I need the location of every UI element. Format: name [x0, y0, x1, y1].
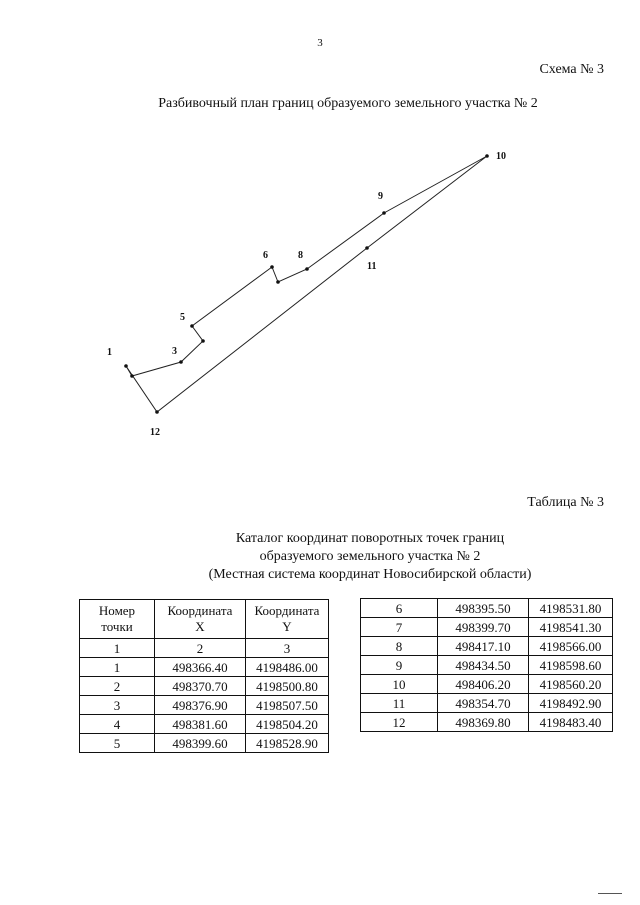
- cell-point: 4: [80, 715, 155, 734]
- vertex-marker: [270, 265, 274, 269]
- table-label: Таблица № 3: [527, 495, 604, 510]
- cell-y: 4198500.80: [246, 677, 329, 696]
- cell-y: 4198492.90: [529, 694, 613, 713]
- table-header-row: [80, 600, 329, 639]
- cell-point: 11: [361, 694, 438, 713]
- point-label-6: 6: [263, 250, 268, 261]
- cell-point: 3: [80, 696, 155, 715]
- cell-x: 498354.70: [438, 694, 529, 713]
- boundary-polyline: [126, 156, 487, 412]
- header-y-line-1: Координата: [254, 603, 320, 618]
- vertex-marker: [190, 324, 194, 328]
- vertex-marker: [201, 339, 205, 343]
- scheme-label: Схема № 3: [539, 62, 604, 77]
- point-label-8: 8: [298, 250, 303, 261]
- header-x-line-2: X: [195, 619, 205, 634]
- column-number: 1: [80, 639, 155, 658]
- table-row: [361, 637, 613, 656]
- vertex-markers: [124, 154, 489, 414]
- cell-x: 498376.90: [155, 696, 246, 715]
- table-row: [80, 677, 329, 696]
- header-y: [246, 600, 329, 639]
- cell-x: 498399.70: [438, 618, 529, 637]
- cell-y: 4198504.20: [246, 715, 329, 734]
- cell-x: 498434.50: [438, 656, 529, 675]
- vertex-marker: [305, 267, 309, 271]
- column-number: 2: [155, 639, 246, 658]
- point-label-3: 3: [172, 346, 177, 357]
- cell-y: 4198531.80: [529, 599, 613, 618]
- cell-point: 10: [361, 675, 438, 694]
- header-x-line-1: Координата: [167, 603, 233, 618]
- point-label-5: 5: [180, 312, 185, 323]
- table-row: [80, 696, 329, 715]
- vertex-marker: [276, 280, 280, 284]
- cell-x: 498369.80: [438, 713, 529, 732]
- cell-point: 7: [361, 618, 438, 637]
- cell-y: 4198560.20: [529, 675, 613, 694]
- cell-point: 1: [80, 658, 155, 677]
- cell-y: 4198483.40: [529, 713, 613, 732]
- header-point-line-1: Номер: [98, 603, 136, 618]
- catalog-title-line-2: образуемого земельного участка № 2: [259, 549, 481, 564]
- table-row: [80, 658, 329, 677]
- catalog-title-line-1: Каталог координат поворотных точек границ: [235, 531, 505, 546]
- coordinates-table-left: [79, 599, 329, 753]
- page-number: 3: [317, 37, 323, 49]
- cell-point: 2: [80, 677, 155, 696]
- cell-y: 4198541.30: [529, 618, 613, 637]
- cell-point: 8: [361, 637, 438, 656]
- catalog-title-line-3: (Местная система координат Новосибирской области): [208, 567, 532, 582]
- table-row: [361, 599, 613, 618]
- point-label-9: 9: [378, 191, 383, 202]
- corner-mark: [598, 893, 622, 894]
- column-number: 3: [246, 639, 329, 658]
- table-row: [361, 675, 613, 694]
- point-label-11: 11: [367, 261, 377, 272]
- header-x: [155, 600, 246, 639]
- cell-y: 4198507.50: [246, 696, 329, 715]
- vertex-marker: [365, 246, 369, 250]
- table-row: [80, 734, 329, 753]
- vertex-marker: [130, 374, 134, 378]
- cell-point: 6: [361, 599, 438, 618]
- cell-x: 498406.20: [438, 675, 529, 694]
- scheme-title: Разбивочный план границ образуемого земельного участка № 2: [158, 96, 538, 111]
- table-row: [361, 656, 613, 675]
- cell-point: 5: [80, 734, 155, 753]
- coordinates-table-right-body: [361, 599, 613, 732]
- vertex-marker: [485, 154, 489, 158]
- cell-x: 498366.40: [155, 658, 246, 677]
- cell-y: 4198486.00: [246, 658, 329, 677]
- point-label-12: 12: [150, 427, 160, 438]
- column-number-row: [80, 639, 329, 658]
- cell-x: 498381.60: [155, 715, 246, 734]
- cell-y: 4198598.60: [529, 656, 613, 675]
- header-y-line-2: Y: [282, 619, 292, 634]
- cell-x: 498370.70: [155, 677, 246, 696]
- cell-x: 498399.60: [155, 734, 246, 753]
- cell-y: 4198566.00: [529, 637, 613, 656]
- point-label-10: 10: [496, 151, 506, 162]
- header-point: [80, 600, 155, 639]
- table-row: [361, 618, 613, 637]
- vertex-marker: [155, 410, 159, 414]
- vertex-marker: [124, 364, 128, 368]
- table-row: [80, 715, 329, 734]
- cell-x: 498417.10: [438, 637, 529, 656]
- cell-point: 12: [361, 713, 438, 732]
- coordinates-table-right: [360, 598, 613, 732]
- table-row: [361, 694, 613, 713]
- table-row: [361, 713, 613, 732]
- cell-point: 9: [361, 656, 438, 675]
- point-label-1: 1: [107, 347, 112, 358]
- coordinates-table-left-body: [80, 600, 329, 753]
- cell-x: 498395.50: [438, 599, 529, 618]
- vertex-marker: [179, 360, 183, 364]
- header-point-line-2: точки: [101, 619, 133, 634]
- cell-y: 4198528.90: [246, 734, 329, 753]
- vertex-marker: [382, 211, 386, 215]
